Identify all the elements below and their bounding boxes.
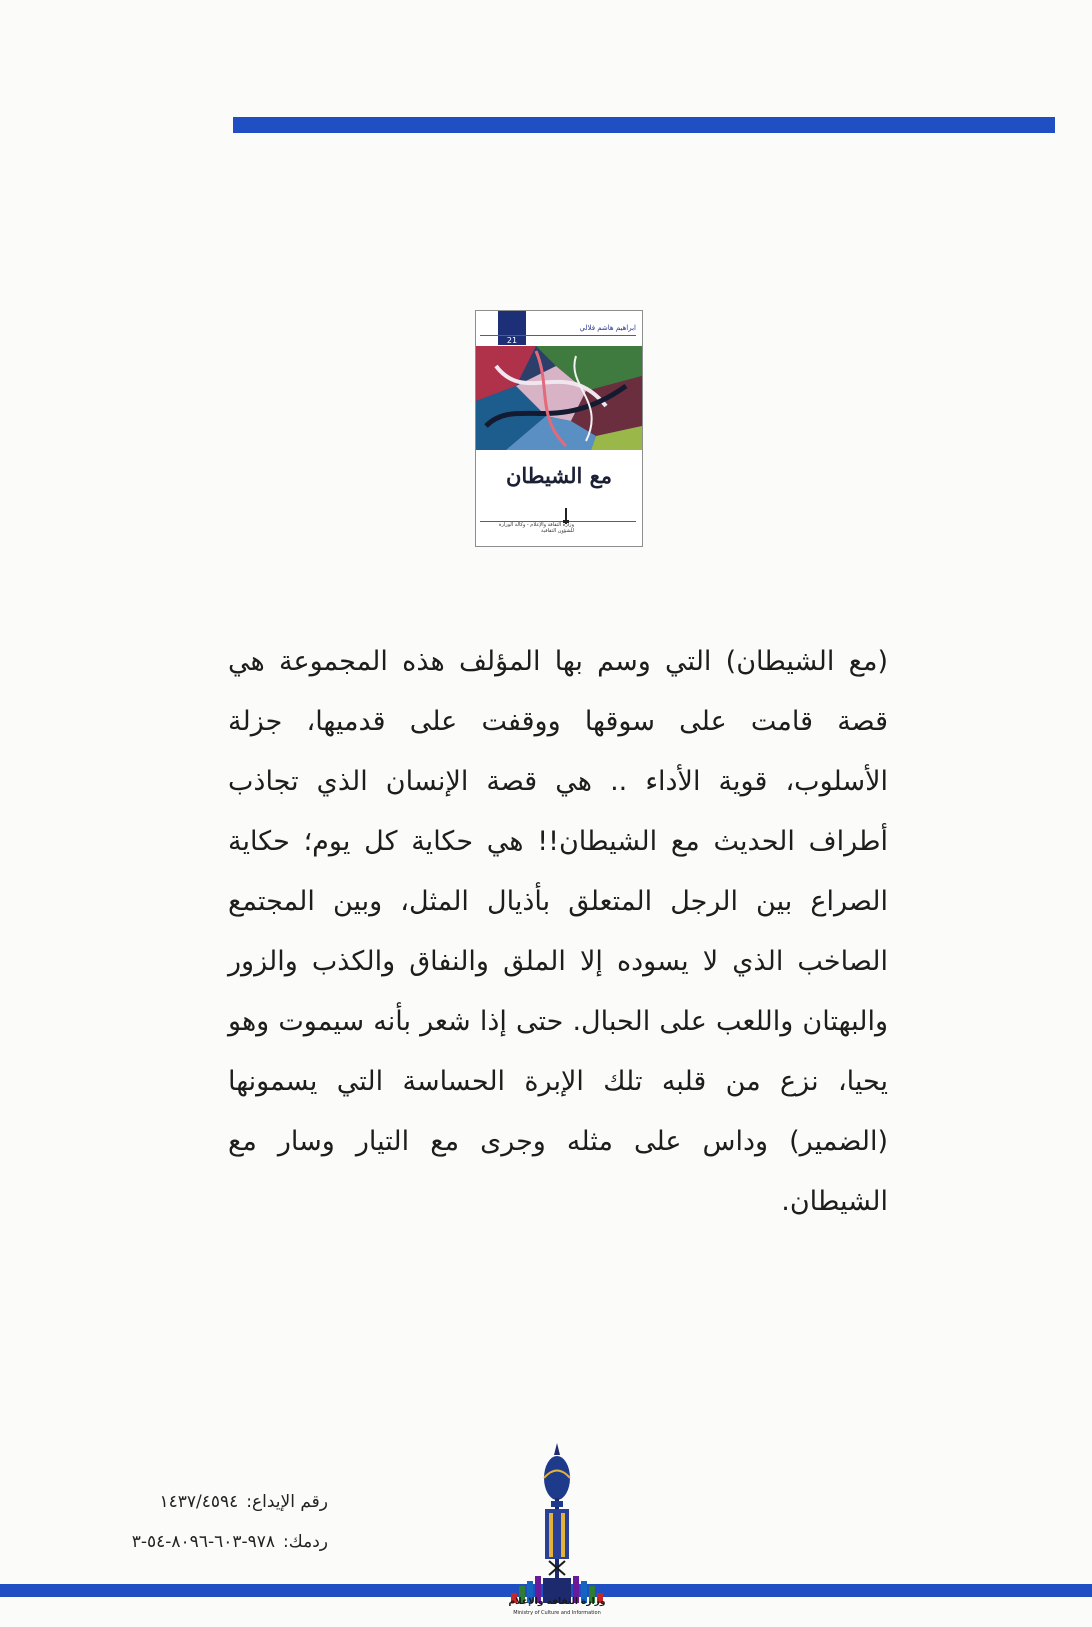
series-number: 21 (506, 336, 518, 345)
book-synopsis: (مع الشيطان) التي وسم بها المؤلف هذه المجموعة هي قصة قامت على سوقها ووقفت على قدميها، جزلة الأسلوب، قوية الأداء .. هي قصة الإنسان الذي تجاذب أطراف الحديث مع الشيطان!! هي حكاية كل يوم؛ حكاية الصراع بين الرجل المتعلق بأذيال المثل، وبين المجتمع الصاخب الذي لا يسوده إلا الملق والنفاق والكذب والزور والبهتان واللعب على الحبال. حتى إذا شعر بأنه سيموت وهو يحيا، نزع من قلبه تلك الإبرة الحساسة التي يسمونها (الضمير) وداس على مثله وجرى مع التيار وسار مع الشيطان. (228, 646, 888, 1217)
thumbnail-title: مع الشيطان (505, 463, 613, 488)
isbn-label: ردمك: (283, 1532, 328, 1552)
cover-artwork (476, 346, 642, 450)
isbn-number (58, 1532, 328, 1552)
top-accent-bar (233, 117, 1055, 133)
legal-deposit-number (58, 1492, 328, 1512)
ministry-name-arabic: وزارة الثقافة والإعلام (508, 1597, 606, 1607)
ministry-name-english: Ministry of Culture and Information (513, 1610, 601, 1616)
legal-deposit-value: ١٤٣٧/٤٥٩٤ (159, 1492, 239, 1512)
thumbnail-rule-top (480, 335, 636, 336)
legal-deposit-label: رقم الإيداع: (246, 1492, 328, 1512)
front-cover-thumbnail (475, 310, 643, 547)
thumbnail-publisher: وزارة الثقافة والإعلام - وكالة الوزارة للشؤون الثقافية (498, 522, 574, 534)
isbn-value: ٩٧٨-٦٠٣-٨٠٩٦-٥٤-٣ (131, 1532, 276, 1552)
thumbnail-author: ابراهيم هاشم فلالي (579, 324, 636, 332)
